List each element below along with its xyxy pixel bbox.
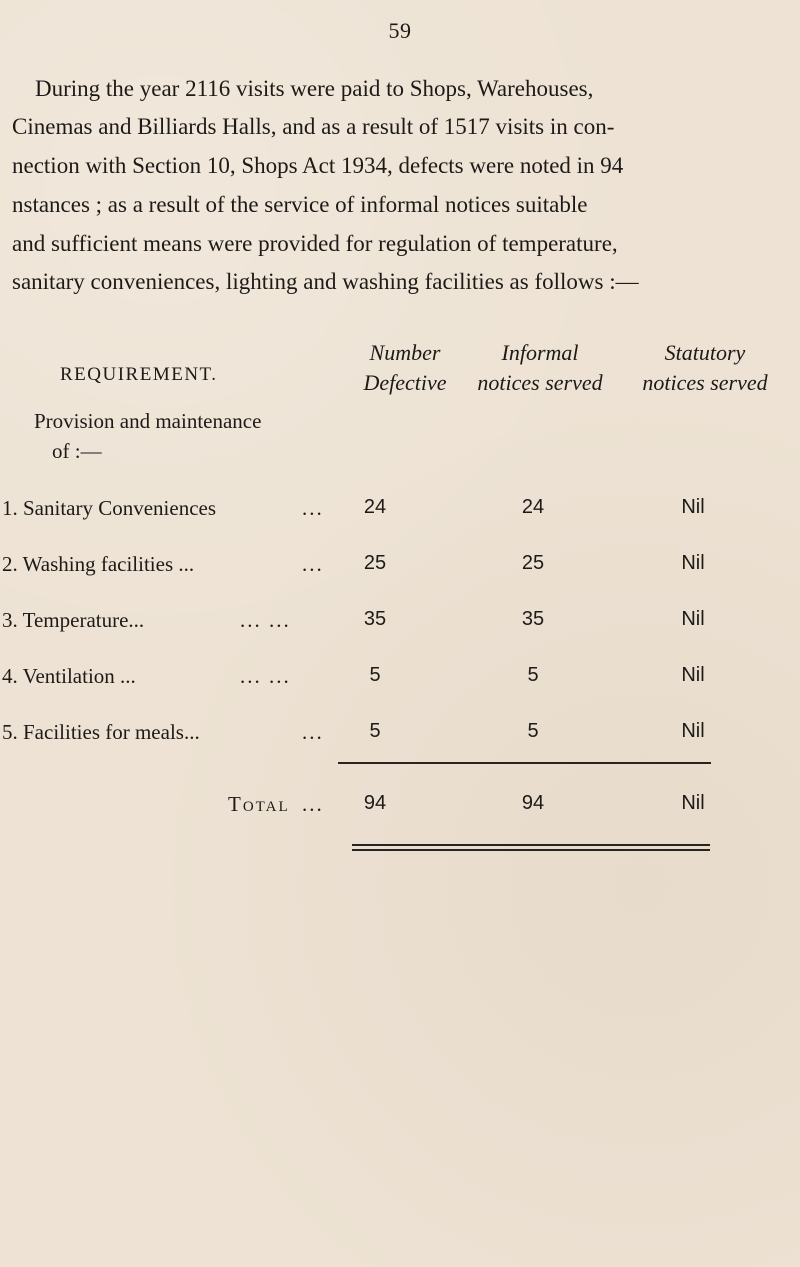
paragraph-line: Cinemas and Billiards Halls, and as a result of 1517 visits in con-: [12, 114, 615, 139]
total-row: [0, 792, 800, 824]
statutory-header-line2: notices served: [642, 370, 768, 395]
provision-label: [34, 406, 261, 466]
row-label: 2. Washing facilities ...: [2, 552, 195, 576]
statutory-header-line1: Statutory: [664, 340, 746, 365]
table-row: [0, 720, 800, 750]
paragraph-line: During the year 2116 visits were paid to Shops, Warehouses,: [35, 76, 594, 101]
statutory-header: [630, 338, 780, 398]
paragraph-line: and sufficient means were provided for regulation of temperature,: [12, 231, 618, 256]
row-defective: 35: [363, 608, 387, 630]
row-statutory: Nil: [681, 552, 705, 574]
provision-label-line2: of :—: [52, 439, 102, 463]
row-leader-dots: ...: [302, 552, 324, 576]
table-row: [0, 664, 800, 694]
row-leader-dots: ...: [302, 496, 324, 520]
paragraph-line: sanitary conveniences, lighting and washing facilities as follows :—: [12, 269, 639, 294]
row-defective: 5: [369, 720, 381, 742]
total-top-rule: [338, 762, 711, 764]
page-number: 59: [388, 18, 412, 43]
row-statutory: Nil: [681, 664, 705, 686]
table-row: [0, 496, 800, 526]
row-leader-dots: ... ...: [240, 664, 291, 688]
row-statutory: Nil: [681, 496, 705, 518]
total-double-rule-bottom: [352, 849, 710, 851]
row-label: 1. Sanitary Conveniences: [2, 496, 217, 520]
row-label: 3. Temperature...: [2, 608, 145, 632]
row-statutory: Nil: [681, 720, 705, 742]
row-defective: 24: [363, 496, 387, 518]
provision-label-line1: Provision and maintenance: [34, 409, 262, 433]
total-statutory: Nil: [681, 792, 705, 814]
table-row: [0, 552, 800, 582]
row-informal: 5: [527, 664, 539, 686]
paragraph-line: nstances ; as a result of the service of informal notices suitable: [12, 192, 588, 217]
row-defective: 5: [369, 664, 381, 686]
paragraph-line: nection with Section 10, Shops Act 1934, defects were noted in 94: [12, 153, 624, 178]
row-informal: 24: [521, 496, 545, 518]
total-double-rule-top: [352, 844, 710, 846]
total-leader-dots: ...: [302, 792, 324, 816]
requirement-header: REQUIREMENT.: [60, 364, 218, 385]
row-label: 5. Facilities for meals...: [2, 720, 200, 744]
row-label: 4. Ventilation ...: [2, 664, 136, 688]
defective-header-line1: Number: [369, 340, 441, 365]
total-label: Total: [228, 792, 290, 816]
row-informal: 35: [521, 608, 545, 630]
requirements-table: [0, 338, 800, 858]
row-statutory: Nil: [681, 608, 705, 630]
table-row: [0, 608, 800, 638]
row-defective: 25: [363, 552, 387, 574]
total-informal: 94: [521, 792, 545, 814]
informal-header-line1: Informal: [501, 340, 579, 365]
total-defective: 94: [363, 792, 387, 814]
informal-header-line2: notices served: [477, 370, 603, 395]
row-informal: 25: [521, 552, 545, 574]
defective-header: [345, 338, 465, 398]
row-leader-dots: ...: [302, 720, 324, 744]
row-leader-dots: ... ...: [240, 608, 291, 632]
informal-header: [465, 338, 615, 398]
defective-header-line2: Defective: [363, 370, 447, 395]
row-informal: 5: [527, 720, 539, 742]
